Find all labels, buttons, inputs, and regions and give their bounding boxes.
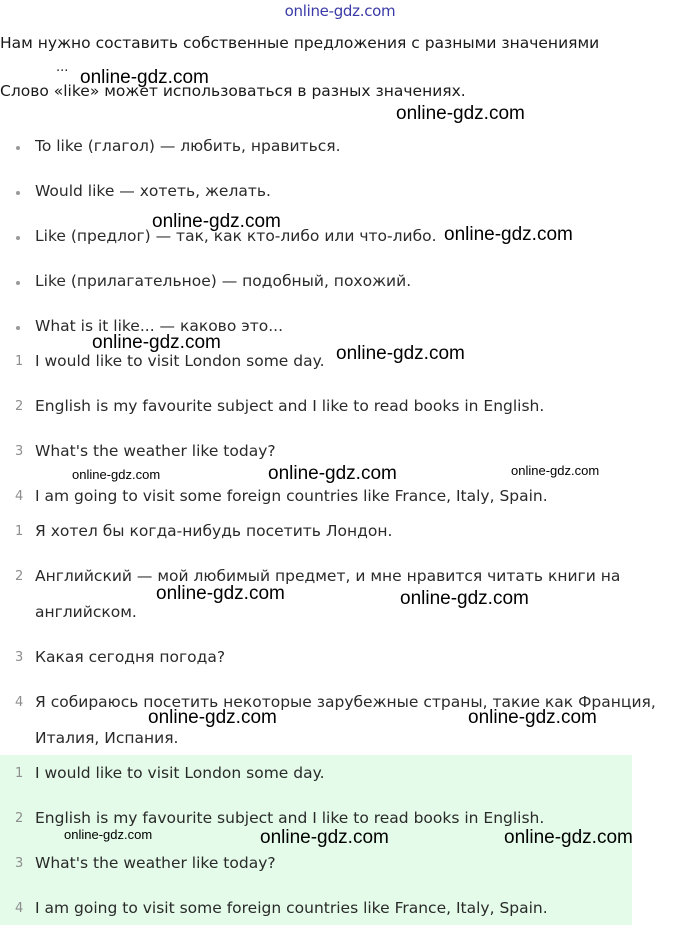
list-item: Like (прилагательное) — подобный, похожий. (35, 272, 412, 290)
bullet-icon (16, 146, 20, 150)
watermark: online-gdz.com (396, 103, 525, 124)
intro-ellipsis: ... (56, 60, 69, 75)
list-number: 3 (15, 444, 24, 459)
list-number: 2 (15, 569, 24, 584)
list-item: Какая сегодня погода? (35, 648, 226, 666)
watermark: online-gdz.com (400, 588, 529, 609)
list-number: 4 (15, 695, 24, 710)
list-number: 4 (15, 489, 24, 504)
list-number: 3 (15, 650, 24, 665)
list-item: English is my favourite subject and I like to read books in English. (35, 397, 545, 415)
watermark: online-gdz.com (336, 343, 465, 364)
list-item: Я собираюсь посетить некоторые зарубежные страны, такие как Франция, (35, 693, 656, 711)
watermark: online-gdz.com (468, 707, 597, 728)
list-number: 1 (15, 524, 24, 539)
list-item-continuation: английском. (35, 603, 137, 621)
list-item: Я хотел бы когда-нибудь посетить Лондон. (35, 522, 393, 540)
list-number: 2 (15, 811, 24, 826)
watermark: online-gdz.com (504, 827, 633, 848)
bullet-icon (16, 326, 20, 330)
list-number: 2 (15, 399, 24, 414)
site-header-watermark: online-gdz.com (284, 2, 396, 20)
intro-text: Нам нужно составить собственные предложения с разными значениями (0, 34, 600, 52)
list-item: To like (глагол) — любить, нравиться. (35, 137, 341, 155)
watermark: online-gdz.com (64, 827, 153, 842)
list-item: What's the weather like today? (35, 854, 276, 872)
watermark: online-gdz.com (511, 463, 600, 478)
watermark: online-gdz.com (152, 211, 281, 232)
list-number: 3 (15, 856, 24, 871)
list-item: I would like to visit London some day. (35, 764, 325, 782)
list-item: What's the weather like today? (35, 442, 276, 460)
list-number: 1 (15, 354, 24, 369)
list-number: 1 (15, 766, 24, 781)
list-item: I would like to visit London some day. (35, 352, 325, 370)
bullet-icon (16, 281, 20, 285)
watermark: online-gdz.com (92, 332, 221, 353)
list-item: I am going to visit some foreign countries like France, Italy, Spain. (35, 487, 548, 505)
intro-subtitle: Слово «like» может использоваться в разных значениях. (0, 82, 466, 100)
watermark: online-gdz.com (72, 467, 161, 482)
list-item: Like (предлог) — так, как кто-либо или что-либо. (35, 227, 437, 245)
list-item: Английский — мой любимый предмет, и мне нравится читать книги на (35, 567, 621, 585)
watermark: online-gdz.com (156, 583, 285, 604)
watermark: online-gdz.com (80, 67, 209, 88)
watermark: online-gdz.com (260, 827, 389, 848)
list-item-continuation: Италия, Испания. (35, 729, 179, 747)
list-number: 4 (15, 901, 24, 916)
list-item: I am going to visit some foreign countries like France, Italy, Spain. (35, 899, 548, 917)
list-item: What is it like... — каково это... (35, 317, 284, 335)
bullet-icon (16, 191, 20, 195)
list-item: English is my favourite subject and I like to read books in English. (35, 809, 545, 827)
watermark: online-gdz.com (148, 707, 277, 728)
watermark: online-gdz.com (268, 463, 397, 484)
list-item: Would like — хотеть, желать. (35, 182, 271, 200)
bullet-icon (16, 236, 20, 240)
watermark: online-gdz.com (444, 224, 573, 245)
